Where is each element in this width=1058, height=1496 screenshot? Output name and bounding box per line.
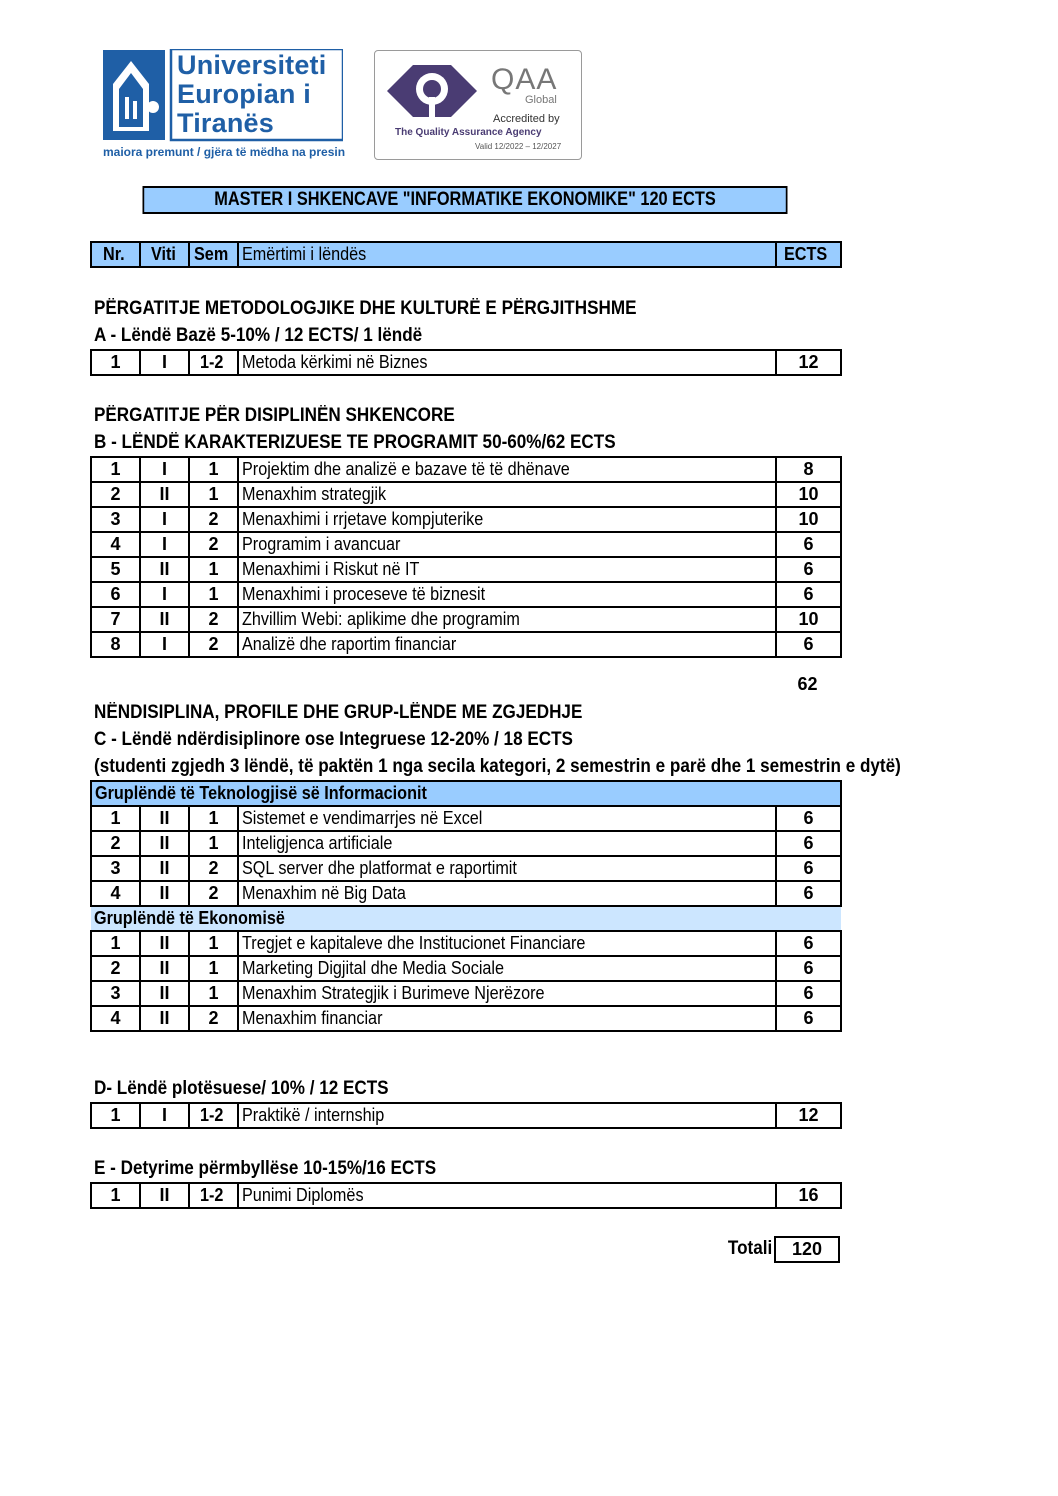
table-row: 3 II 1 Menaxhim Strategjik i Burimeve Njerëzore 6 bbox=[91, 981, 841, 1006]
section-b-heading: PËRGATITJE PËR DISIPLINËN SHKENCORE bbox=[94, 405, 455, 426]
section-d-table bbox=[90, 1102, 842, 1129]
table-row: 7 II 2 Zhvillim Webi: aplikime dhe programim 10 bbox=[91, 607, 841, 632]
section-a-table bbox=[90, 349, 842, 376]
university-logo bbox=[103, 49, 346, 161]
section-e-table bbox=[90, 1182, 842, 1209]
table-row: 1 I 1-2 Praktikë / internship 12 bbox=[91, 1103, 841, 1128]
table-row: 1 I 1-2 Metoda kërkimi në Biznes 12 bbox=[91, 350, 841, 375]
table-row: 1 II 1 Tregjet e kapitaleve dhe Institucionet Financiare 6 bbox=[91, 931, 841, 956]
program-title: MASTER I SHKENCAVE "INFORMATIKE EKONOMIKE" 120 ECTS bbox=[143, 186, 788, 214]
group-econ-header: Gruplëndë të Ekonomisë bbox=[91, 906, 841, 931]
header-viti: Viti bbox=[140, 242, 189, 267]
university-name-line-3: Tiranës bbox=[177, 108, 274, 138]
section-c-table bbox=[90, 780, 842, 1032]
qaa-name: QAA bbox=[491, 63, 558, 96]
header-ects: ECTS bbox=[776, 242, 841, 267]
table-row: 3 I 2 Menaxhimi i rrjetave kompjuterike 10 bbox=[91, 507, 841, 532]
qaa-agency: The Quality Assurance Agency bbox=[395, 127, 542, 138]
qaa-accredited: Accredited by bbox=[493, 113, 560, 125]
total-value: 120 bbox=[774, 1236, 840, 1263]
section-c-note: (studenti zgjedh 3 lëndë, të paktën 1 nga secila kategori, 2 semestrin e parë dhe 1 semestrin e dytë) bbox=[94, 756, 901, 777]
table-row: 5 II 1 Menaxhimi i Riskut në IT 6 bbox=[91, 557, 841, 582]
table-header bbox=[90, 241, 842, 268]
table-row: 4 II 2 Menaxhim në Big Data 6 bbox=[91, 881, 841, 906]
table-row: 1 I 1 Projektim dhe analizë e bazave të të dhënave 8 bbox=[91, 457, 841, 482]
header-name: Emërtimi i lëndës bbox=[238, 242, 776, 267]
section-d-subheading: D- Lëndë plotësuese/ 10% / 12 ECTS bbox=[94, 1078, 389, 1099]
section-a-subheading: A - Lëndë Bazë 5-10% / 12 ECTS/ 1 lëndë bbox=[94, 325, 423, 346]
table-row: 8 I 2 Analizë dhe raportim financiar 6 bbox=[91, 632, 841, 657]
group-it-header: Gruplëndë të Teknologjisë së Informacionit bbox=[91, 781, 841, 806]
qaa-sub: Global bbox=[525, 94, 557, 106]
table-row: 1 II 1-2 Punimi Diplomës 16 bbox=[91, 1183, 841, 1208]
header-nr: Nr. bbox=[91, 242, 140, 267]
table-row: 2 II 1 Menaxhim strategjik 10 bbox=[91, 482, 841, 507]
table-row: 4 II 2 Menaxhim financiar 6 bbox=[91, 1006, 841, 1031]
section-b-sum: 62 bbox=[797, 674, 818, 694]
qaa-valid: Valid 12/2022 – 12/2027 bbox=[475, 142, 562, 151]
qaa-logo bbox=[374, 50, 582, 160]
university-name-line-1: Universiteti bbox=[177, 50, 327, 80]
section-a-heading: PËRGATITJE METODOLOGJIKE DHE KULTURË E PËRGJITHSHME bbox=[94, 298, 637, 319]
header-sem: Sem bbox=[189, 242, 238, 267]
table-row: 1 II 1 Sistemet e vendimarrjes në Excel 6 bbox=[91, 806, 841, 831]
table-row: 2 II 1 Inteligjenca artificiale 6 bbox=[91, 831, 841, 856]
section-b-subheading: B - LËNDË KARAKTERIZUESE TE PROGRAMIT 50-60%/62 ECTS bbox=[94, 432, 616, 453]
university-motto: maiora premunt / gjëra të mëdha na presin bbox=[103, 145, 346, 159]
university-name-line-2: Europian i bbox=[177, 79, 312, 109]
section-c-heading: NËNDISIPLINA, PROFILE DHE GRUP-LËNDE ME ZGJEDHJE bbox=[94, 702, 583, 723]
table-row: 2 II 1 Marketing Digjital dhe Media Sociale 6 bbox=[91, 956, 841, 981]
table-row: 3 II 2 SQL server dhe platformat e raportimit 6 bbox=[91, 856, 841, 881]
section-e-subheading: E - Detyrime përmbyllëse 10-15%/16 ECTS bbox=[94, 1158, 437, 1179]
table-row: 4 I 2 Programim i avancuar 6 bbox=[91, 532, 841, 557]
section-c-subheading: C - Lëndë ndërdisiplinore ose Integruese 12-20% / 18 ECTS bbox=[94, 729, 573, 750]
qaa-emblem-icon bbox=[385, 59, 479, 123]
total-label: Totali bbox=[727, 1238, 772, 1259]
table-row: 6 I 1 Menaxhimi i proceseve të biznesit 6 bbox=[91, 582, 841, 607]
section-b-table bbox=[90, 456, 842, 658]
